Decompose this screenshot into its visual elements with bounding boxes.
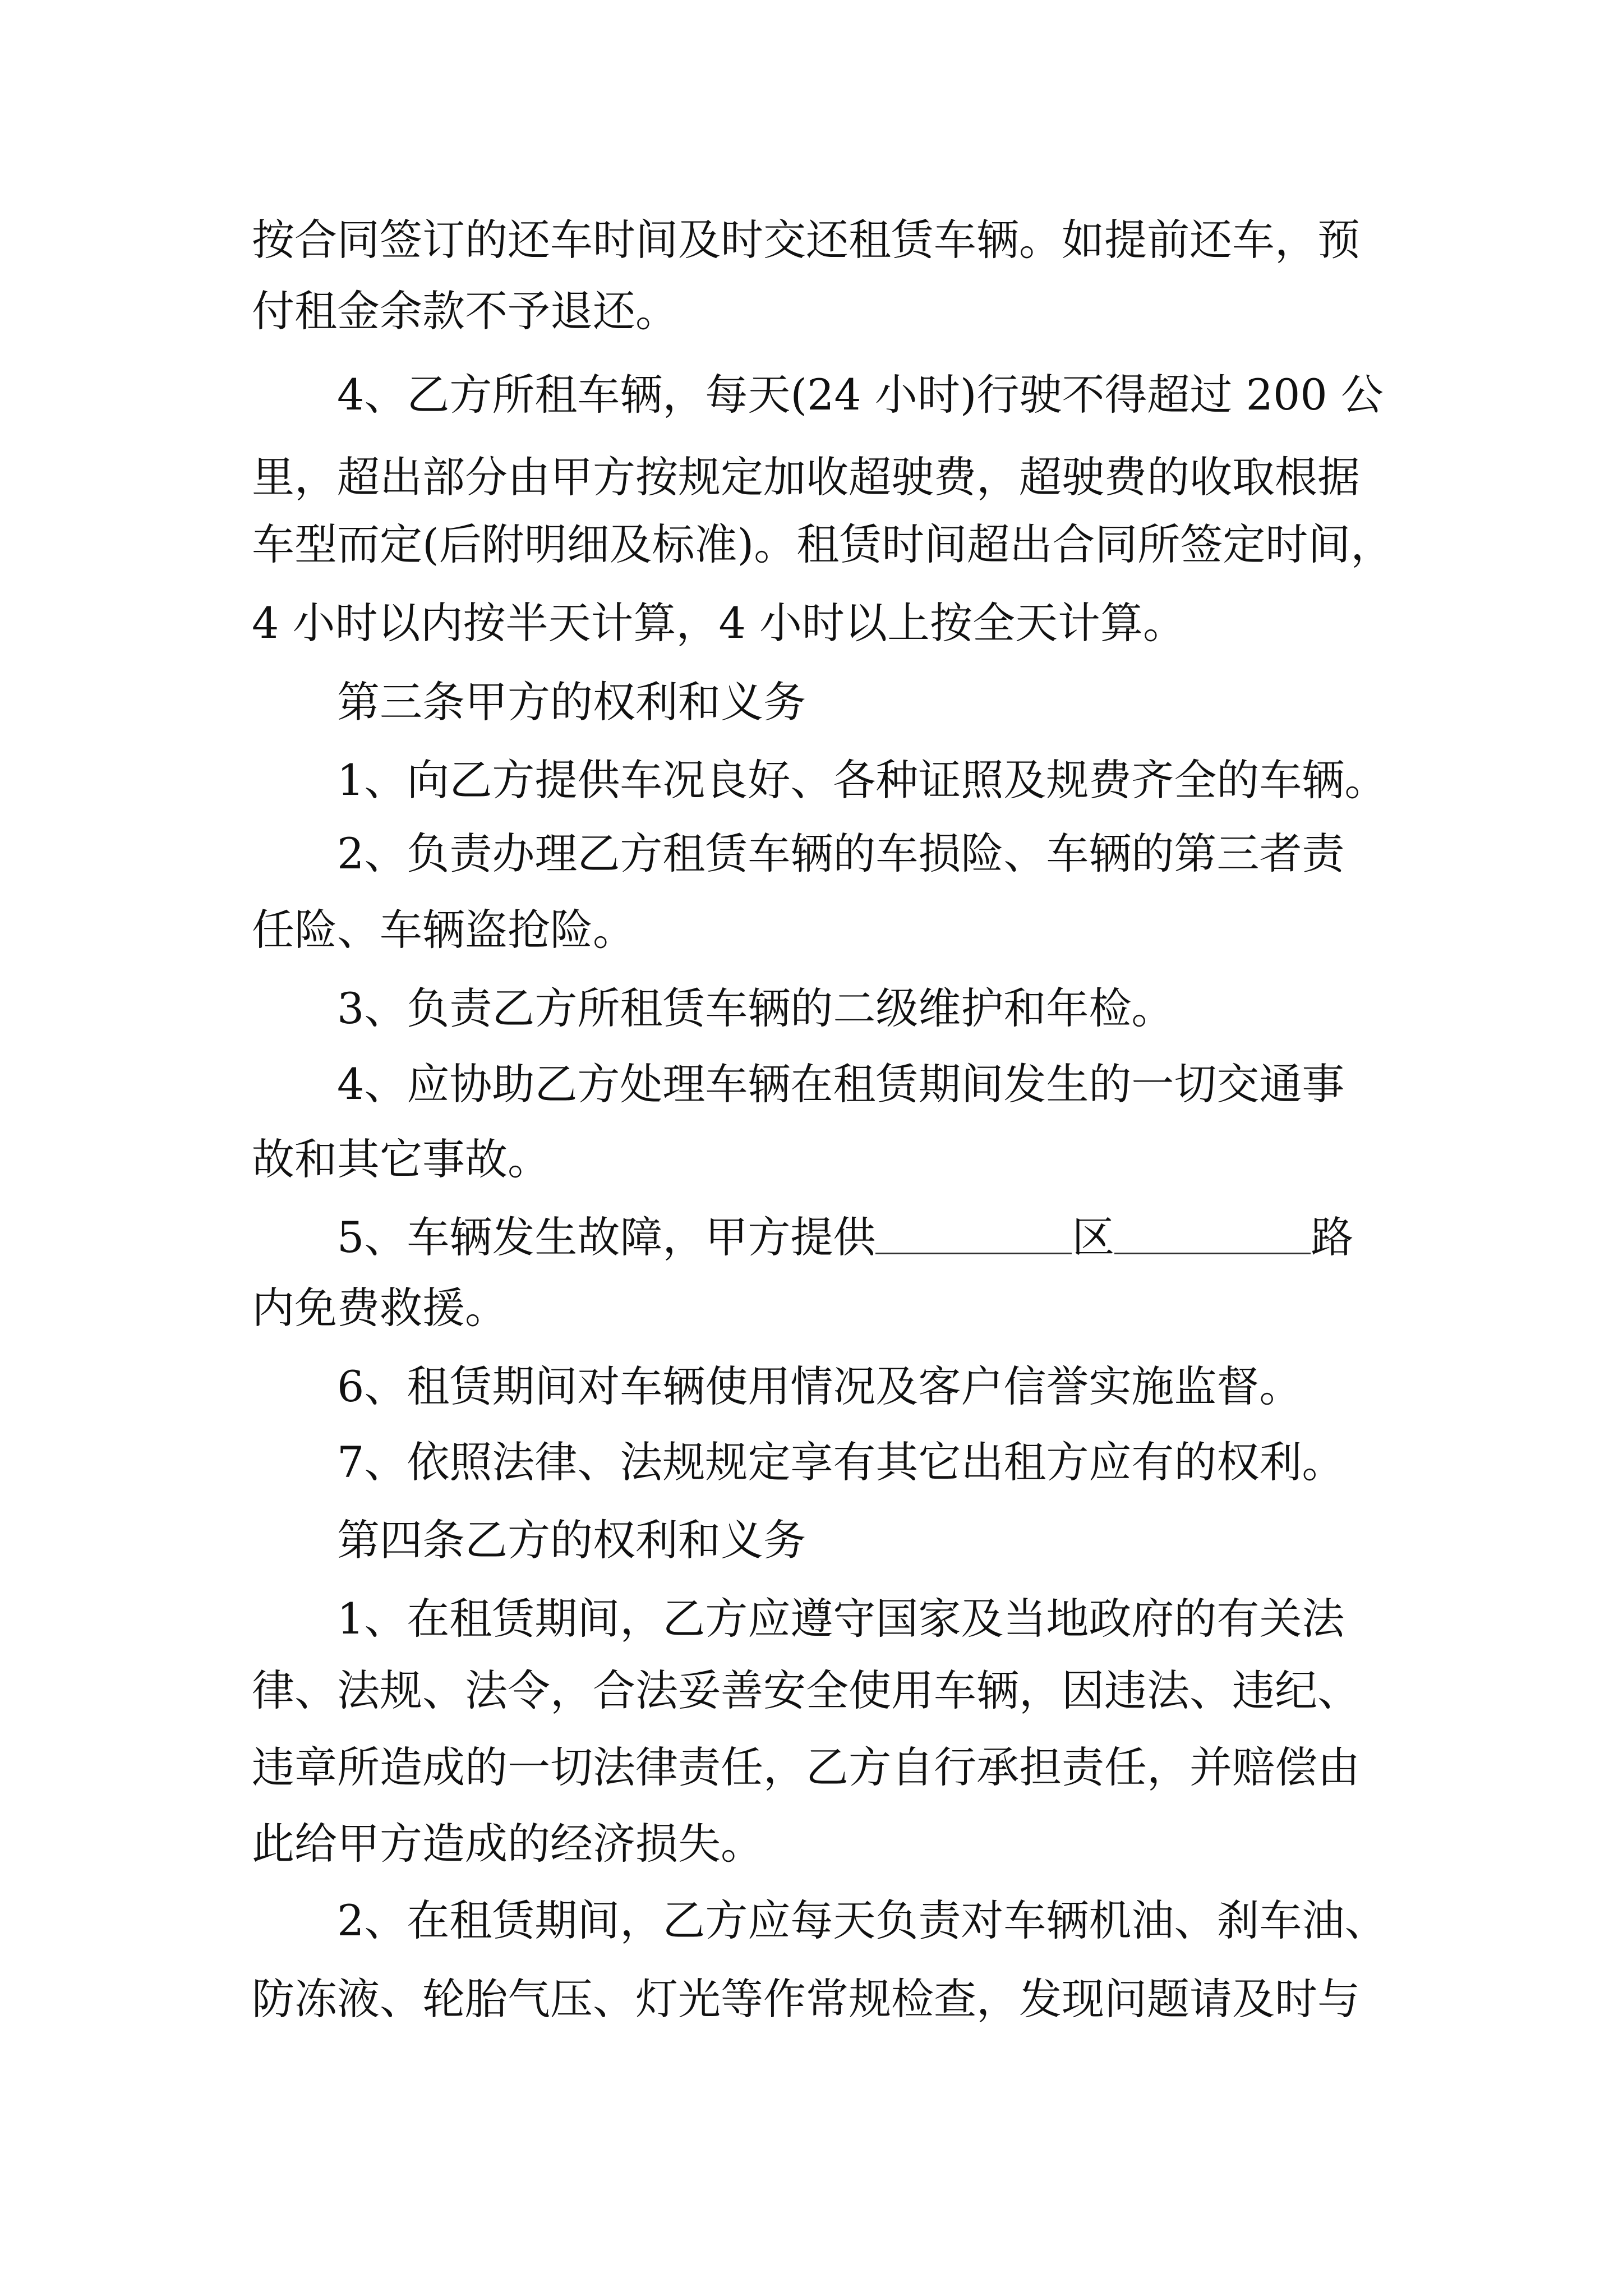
section-heading: 第四条乙方的权利和义务 <box>337 1515 806 1565</box>
text-line: 6、租赁期间对车辆使用情况及客户信誉实施监督。 <box>337 1361 1302 1411</box>
section-heading: 第三条甲方的权利和义务 <box>337 677 806 727</box>
text-line: 3、负责乙方所租赁车辆的二级维护和年检。 <box>337 983 1174 1033</box>
text-line: 违章所造成的一切法律责任，乙方自行承担责任，并赔偿由 <box>252 1742 1360 1792</box>
text-line: 2、在租赁期间，乙方应每天负责对车辆机油、刹车油、 <box>337 1895 1387 1945</box>
line-segment: 5、车辆发生故障，甲方提供 <box>337 1212 876 1262</box>
text-line: 付租金余款不予退还。 <box>252 286 678 336</box>
text-line: 4、乙方所租车辆，每天(24 小时)行驶不得超过 200 公 <box>337 370 1384 420</box>
text-line: 1、向乙方提供车况良好、各种证照及规费齐全的车辆。 <box>337 755 1387 805</box>
text-line: 2、负责办理乙方租赁车辆的车损险、车辆的第三者责 <box>337 829 1345 878</box>
line-segment: 路 <box>1311 1212 1354 1262</box>
text-line: 律、法规、法令，合法妥善安全使用车辆，因违法、违纪、 <box>252 1665 1360 1715</box>
text-line: 任险、车辆盗抢险。 <box>252 905 635 955</box>
text-line: 里，超出部分由甲方按规定加收超驶费，超驶费的收取根据 <box>252 452 1360 502</box>
text-line: 7、依照法律、法规规定享有其它出租方应有的权利。 <box>337 1437 1345 1487</box>
fill-in-blank-district <box>875 1210 1072 1254</box>
text-line: 防冻液、轮胎气压、灯光等作常规检查，发现问题请及时与 <box>252 1974 1360 2024</box>
fill-in-blank-road <box>1114 1210 1311 1254</box>
text-line: 4 小时以内按半天计算，4 小时以上按全天计算。 <box>252 598 1186 648</box>
text-line: 4、应协助乙方处理车辆在租赁期间发生的一切交通事 <box>337 1059 1345 1109</box>
text-line: 车型而定(后附明细及标准)。租赁时间超出合同所签定时间， <box>252 519 1394 569</box>
text-line: 1、在租赁期间，乙方应遵守国家及当地政府的有关法 <box>337 1594 1345 1644</box>
text-line: 故和其它事故。 <box>252 1134 550 1184</box>
text-line: 此给甲方造成的经济损失。 <box>252 1819 763 1869</box>
text-line-with-blanks <box>337 1208 1353 1266</box>
line-segment: 区 <box>1072 1212 1115 1262</box>
text-line: 按合同签订的还车时间及时交还租赁车辆。如提前还车，预 <box>252 215 1360 265</box>
text-line: 内免费救援。 <box>252 1283 508 1333</box>
